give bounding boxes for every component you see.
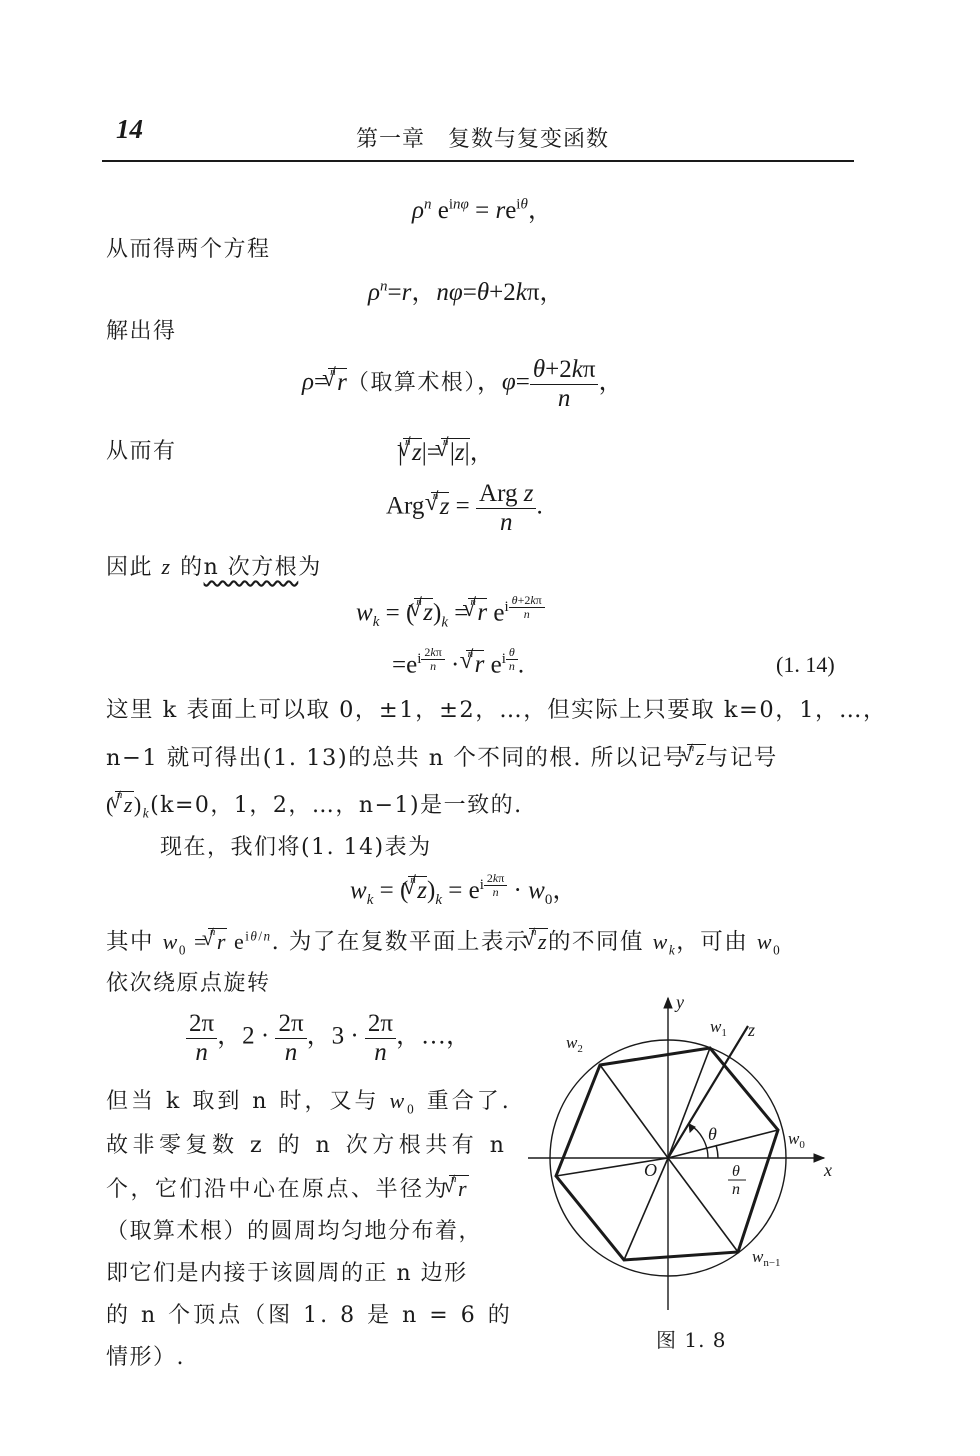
equation-arg: Arg n √ z = $\frac{\text{Arg z}}{n}$ . xyxy=(386,480,543,536)
paragraph-4-line-2: 故非零复数 z 的 n 次方根共有 n xyxy=(106,1133,509,1158)
equation-wk-1: $w_k$ = ( n √ $z)_k$ = n √ r $e^{i \frac{\theta+2k\pi}{n}}$ xyxy=(356,594,545,631)
paragraph-1-line-2-text: n−1 就可得出(1. 13)的总共 n 个不同的根. 所以记号 xyxy=(106,745,687,771)
inscribed-hexagon xyxy=(556,1048,778,1260)
label-w2-sub: 2 xyxy=(577,1043,583,1055)
paragraph-4-line-3: 个，它们沿中心在原点、半径为 n √ r xyxy=(106,1172,469,1203)
label-w1 xyxy=(710,1017,727,1039)
label-w1-sub: 1 xyxy=(721,1027,727,1039)
text-of: 的 xyxy=(180,555,204,580)
theta-n-arc xyxy=(716,1145,718,1158)
paragraph-1-line-3: ( n √ $z)_k(k=0$，1，2，…，n−1)是一致的. xyxy=(106,788,523,821)
label-x: x xyxy=(824,1160,832,1180)
equation-modulus: | n √ z|= n √ |z|， xyxy=(398,432,495,468)
equation-wk-2: $=e^{i \frac{2k\pi}{n}}$ · n √ r $e^{i \frac{\theta}{n}}$ . xyxy=(392,646,524,679)
label-z: z xyxy=(748,1020,756,1040)
figure-roots-hexagon xyxy=(524,990,854,1320)
text-is: 为 xyxy=(298,555,322,580)
label-w0-sub: 0 xyxy=(799,1139,805,1151)
equation-number: (1. 14) xyxy=(776,652,835,677)
paragraph-1-line-1: 这里 k 表面上可以取 0，±1，±2，…，但实际上只要取 k=0，1，…， xyxy=(106,697,888,723)
y-axis-arrow xyxy=(664,998,672,1008)
paragraph-4-line-1-text: 但当 k 取到 n 时，又与 xyxy=(106,1089,380,1114)
paragraph-4-line-1-end: 重合了. xyxy=(426,1089,512,1114)
label-wn1-w: w xyxy=(752,1247,764,1266)
paragraph-3-line-1: 其中 $w_0$ = n √ r $e^{i\theta/n}$. 为了在复数平面上表示 n √ z的不同值 $w_k$，可由 $w_0$ xyxy=(106,924,781,958)
paragraph-3-b: . 为了在复数平面上表示 xyxy=(271,929,529,955)
paragraph-1-line-2-end: 与记号 xyxy=(705,745,778,771)
label-theta-n-den: n xyxy=(732,1181,740,1198)
label-theta: θ xyxy=(708,1124,717,1144)
text-two-equations: 从而得两个方程 xyxy=(106,237,271,262)
equation-polar: $\rho^n$ $e^{in\varphi} = re^{i\theta}$， xyxy=(412,196,553,224)
figure-caption: 图 1. 8 xyxy=(656,1328,727,1352)
label-theta-n-num: θ xyxy=(732,1163,740,1180)
spoke-w2 xyxy=(600,1065,668,1158)
text-arith-root: （取算术根） xyxy=(346,369,477,395)
equation-solution: ρ= n √ r（取算术根），φ= $\frac{\theta+2k\pi}{n}$ ， xyxy=(302,356,623,412)
label-w0-w: w xyxy=(788,1129,800,1148)
equation-system: $\rho^n=r$，nφ=θ+2kπ， xyxy=(368,278,565,306)
text-therefore: 因此 z 的n 次方根为 xyxy=(106,554,322,580)
paragraph-1-line-2: n−1 就可得出(1. 13)的总共 n 个不同的根. 所以记号 n √ z与记号 xyxy=(106,740,778,772)
theta-arc-arrow xyxy=(689,1124,695,1132)
x-axis-arrow xyxy=(814,1154,824,1162)
label-w2-w: w xyxy=(566,1033,578,1052)
label-w2 xyxy=(566,1033,583,1055)
label-origin: O xyxy=(644,1160,657,1180)
paragraph-4-line-7: 情形）. xyxy=(106,1345,185,1370)
paragraph-4-line-1: 但当 k 取到 n 时，又与 $w_0$ 重合了. xyxy=(106,1088,512,1117)
page-number: 14 xyxy=(116,114,143,144)
paragraph-2: 现在，我们将(1. 14)表为 xyxy=(160,835,432,860)
paragraph-1-line-3-text: (k=0，1，2，…，n−1)是一致的. xyxy=(150,793,523,818)
paragraph-3-a: 其中 xyxy=(106,929,155,955)
label-wn1 xyxy=(752,1247,781,1269)
paragraph-3-line-2: 依次绕原点旋转 xyxy=(106,971,271,996)
header-rule xyxy=(102,160,854,162)
equation-wk-rotation: $w_k$ = ( n √ $z)_k = e^{i \frac{2k\pi}{n}}$ · $w_0$， xyxy=(350,870,577,909)
paragraph-3-c: 的不同值 xyxy=(548,929,645,955)
paragraph-4-line-3-text: 个，它们沿中心在原点、半径为 xyxy=(106,1177,450,1202)
text-thus-have: 从而有 xyxy=(106,439,177,464)
paragraph-3-d: ，可由 xyxy=(676,929,749,955)
paragraph-4-line-4: （取算术根）的圆周均匀地分布着， xyxy=(106,1219,483,1244)
label-w1-w: w xyxy=(710,1017,722,1036)
label-y: y xyxy=(676,992,684,1012)
paragraph-4-line-5: 即它们是内接于该圆周的正 n 边形 xyxy=(106,1261,468,1286)
text-solve: 解出得 xyxy=(106,319,177,344)
spoke-wn1 xyxy=(668,1158,738,1252)
text-therefore-a: 因此 xyxy=(106,555,154,580)
spoke-w0 xyxy=(668,1130,778,1158)
chapter-title: 第一章 复数与复变函数 xyxy=(356,127,610,152)
equation-angles: $\frac{2\pi}{n}$ ，2 · $\frac{2\pi}{n}$ ，3 · $\frac{2\pi}{n}$ ，…， xyxy=(186,1010,471,1066)
paragraph-4-line-6: 的 n 个顶点（图 1. 8 是 n = 6 的 xyxy=(106,1303,513,1328)
label-wn1-sub: n−1 xyxy=(763,1257,781,1269)
term-nth-root: n 次方根 xyxy=(203,555,299,580)
label-w0 xyxy=(788,1129,805,1151)
